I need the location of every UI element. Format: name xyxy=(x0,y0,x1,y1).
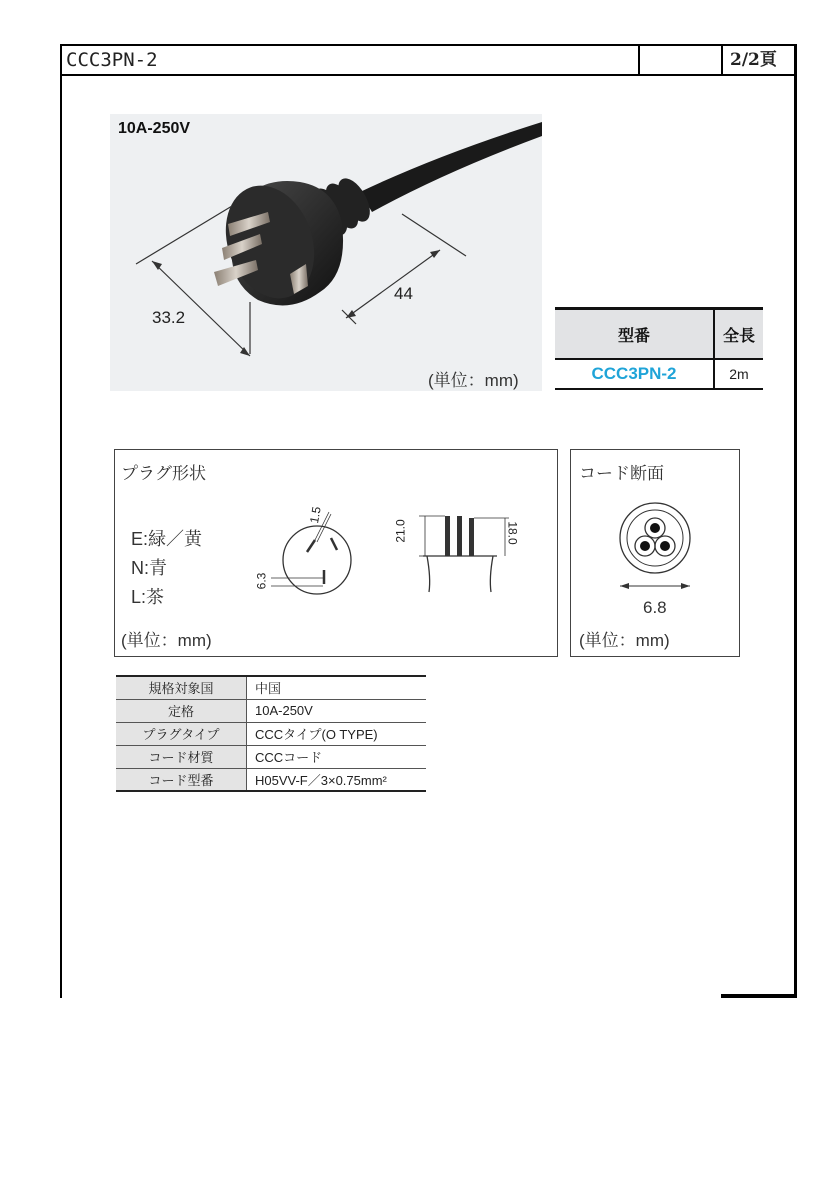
spec-value: H05VV-F／3×0.75mm² xyxy=(247,768,427,791)
cord-cross-section xyxy=(607,502,703,602)
spec-value: CCCタイプ(O TYPE) xyxy=(247,722,427,745)
table-row xyxy=(116,676,426,699)
photo-unit-label: (単位：mm) xyxy=(428,371,519,390)
photo-rating-label: 10A-250V xyxy=(118,120,191,137)
page-frame-right xyxy=(794,44,797,998)
header-divider xyxy=(721,44,723,74)
spec-value: 10A-250V xyxy=(247,699,427,722)
spec-value: CCCコード xyxy=(247,745,427,768)
plug-unit-label: (単位：mm) xyxy=(121,631,212,650)
dimension-width: 33.2 xyxy=(152,308,186,327)
page-frame-left xyxy=(60,44,62,998)
wire-label-neutral: N:青 xyxy=(131,558,167,578)
plug-shape-panel xyxy=(114,449,558,657)
spec-label: 規格対象国 xyxy=(116,676,247,699)
wire-label-live: L:茶 xyxy=(131,587,165,607)
spec-label: 定格 xyxy=(116,699,247,722)
model-number: CCC3PN-2 xyxy=(555,359,714,389)
dim-pin-length: 18.0 xyxy=(505,521,520,545)
dim-pin-length-earth: 21.0 xyxy=(393,519,408,543)
dim-pin-offset: 6.3 xyxy=(254,572,269,590)
dim-pin-width: 1.5 xyxy=(307,505,324,525)
cord-diameter: 6.8 xyxy=(643,598,667,617)
header-divider xyxy=(638,44,640,74)
spec-value: 中国 xyxy=(247,676,427,699)
page-frame-bottom-bar xyxy=(721,994,797,998)
plug-side-diagram xyxy=(405,508,515,598)
spec-label: コード材質 xyxy=(116,745,247,768)
model-table-header-length: 全長 xyxy=(714,309,763,360)
cord-section-panel xyxy=(570,449,740,657)
product-photo xyxy=(110,114,542,391)
page-number: 2/2頁 xyxy=(730,50,777,70)
table-row xyxy=(116,722,426,745)
spec-table xyxy=(116,675,426,792)
table-row xyxy=(116,768,426,791)
table-row xyxy=(116,699,426,722)
plug-illustration xyxy=(110,114,542,391)
spec-label: コード型番 xyxy=(116,768,247,791)
header-row xyxy=(60,44,797,76)
dimension-length: 44 xyxy=(394,284,413,303)
plug-shape-title: プラグ形状 xyxy=(121,464,206,483)
cord-unit-label: (単位：mm) xyxy=(579,631,670,650)
cord-section-title: コード断面 xyxy=(579,464,664,483)
wire-label-earth: E:緑／黄 xyxy=(131,529,203,549)
table-row xyxy=(116,745,426,768)
spec-label: プラグタイプ xyxy=(116,722,247,745)
model-length: 2m xyxy=(714,359,763,389)
model-table xyxy=(555,307,763,390)
document-title: CCC3PN-2 xyxy=(66,49,158,71)
model-table-header-model: 型番 xyxy=(555,309,714,360)
